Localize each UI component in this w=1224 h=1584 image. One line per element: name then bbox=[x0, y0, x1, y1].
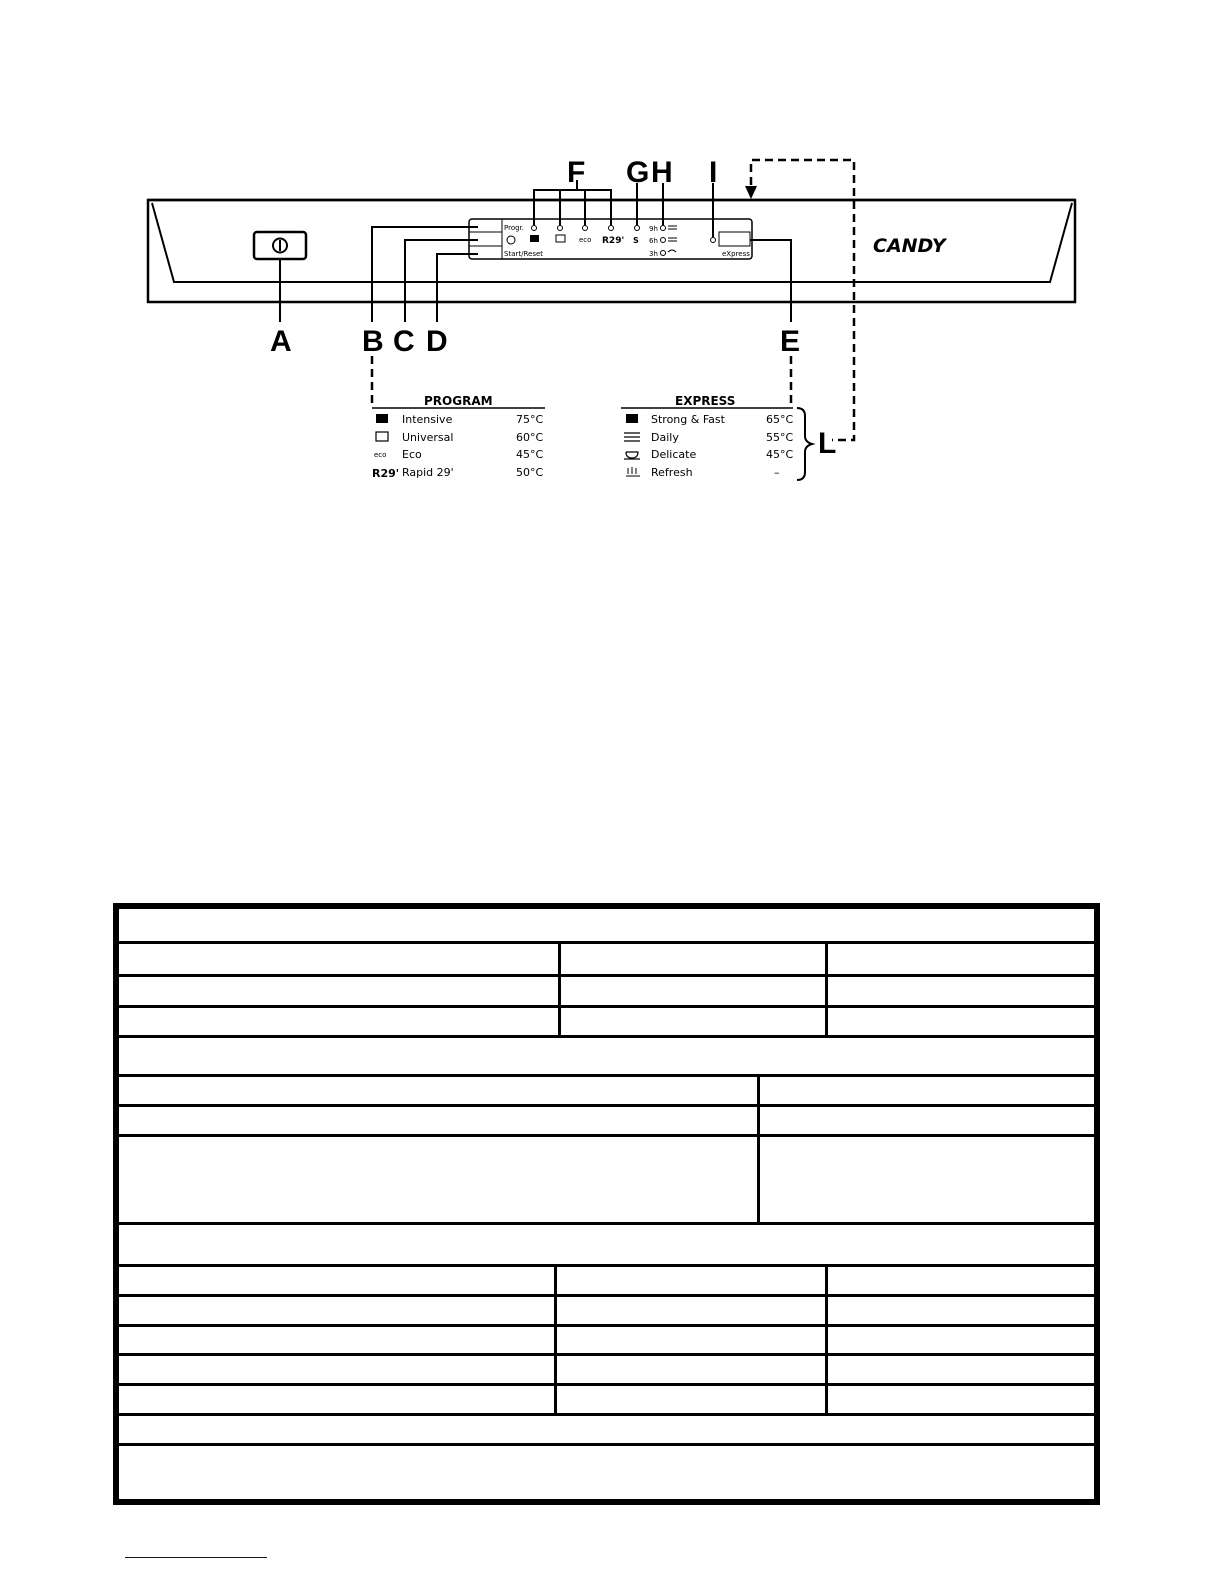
salt-icon: S bbox=[633, 236, 639, 245]
table-rule bbox=[119, 1005, 1094, 1008]
table-rule bbox=[825, 1264, 828, 1416]
pot-icon bbox=[376, 414, 388, 423]
express-label: eXpress bbox=[722, 250, 750, 258]
callout-l: L bbox=[818, 427, 837, 460]
callout-b: B bbox=[362, 325, 384, 358]
table-rule bbox=[119, 1413, 1094, 1416]
express-name: Delicate bbox=[651, 448, 697, 461]
cup-icon bbox=[624, 452, 640, 459]
rapid-icon: R29' bbox=[372, 467, 400, 480]
table-rule bbox=[119, 1264, 1094, 1267]
plates-icon bbox=[624, 433, 640, 441]
program-name: Universal bbox=[402, 431, 454, 444]
express-name: Strong & Fast bbox=[651, 413, 725, 426]
callout-e: E bbox=[780, 325, 801, 358]
program-temp: 75°C bbox=[516, 413, 544, 426]
rapid-icon: R29' bbox=[602, 236, 625, 246]
pot-icon bbox=[530, 235, 539, 242]
progr-label: Progr. bbox=[504, 224, 525, 232]
table-rule bbox=[825, 941, 828, 1038]
table-rule bbox=[119, 974, 1094, 977]
eco-icon: eco bbox=[374, 451, 387, 459]
table-rule bbox=[554, 1264, 557, 1416]
delay-6h-label: 6h bbox=[649, 237, 658, 245]
table-rule bbox=[119, 1134, 1094, 1137]
table-rule bbox=[119, 1353, 1094, 1356]
brand-logo: CANDY bbox=[873, 235, 946, 257]
callout-i: I bbox=[709, 156, 718, 189]
program-legend-header: PROGRAM bbox=[424, 394, 493, 408]
table-rule bbox=[757, 1074, 760, 1225]
callout-d: D bbox=[426, 325, 448, 358]
callout-f: F bbox=[567, 156, 586, 189]
table-rule bbox=[558, 941, 561, 1038]
table-rule bbox=[119, 1324, 1094, 1327]
footnote-rule bbox=[125, 1557, 267, 1558]
express-temp: 65°C bbox=[766, 413, 794, 426]
callout-h: H bbox=[651, 156, 673, 189]
empty-spec-table bbox=[113, 903, 1100, 1505]
refresh-icon bbox=[626, 467, 640, 476]
program-temp: 50°C bbox=[516, 466, 544, 479]
table-rule bbox=[119, 1443, 1094, 1446]
program-name: Eco bbox=[402, 448, 422, 461]
express-name: Refresh bbox=[651, 466, 693, 479]
program-name: Rapid 29' bbox=[402, 466, 454, 479]
pot-outline-icon bbox=[556, 235, 565, 242]
express-legend-header: EXPRESS bbox=[675, 394, 736, 408]
program-temp: 45°C bbox=[516, 448, 544, 461]
pan-icon bbox=[626, 414, 638, 423]
table-rule bbox=[119, 1383, 1094, 1386]
program-temp: 60°C bbox=[516, 431, 544, 444]
express-temp: 45°C bbox=[766, 448, 794, 461]
table-rule bbox=[119, 1294, 1094, 1297]
callout-c: C bbox=[393, 325, 415, 358]
express-temp: – bbox=[774, 466, 780, 479]
pot-outline-icon bbox=[376, 432, 388, 441]
table-rule bbox=[119, 1074, 1094, 1077]
program-name: Intensive bbox=[402, 413, 453, 426]
express-name: Daily bbox=[651, 431, 679, 444]
delay-3h-label: 3h bbox=[649, 250, 658, 258]
callout-g: G bbox=[626, 156, 650, 189]
table-rule bbox=[119, 941, 1094, 944]
table-rule bbox=[119, 1104, 1094, 1107]
delay-clock-icon bbox=[507, 236, 515, 244]
start-reset-label: Start/Reset bbox=[504, 250, 544, 258]
power-button bbox=[254, 232, 306, 259]
table-rule bbox=[119, 1222, 1094, 1225]
callout-a: A bbox=[270, 325, 292, 358]
table-rule bbox=[119, 1035, 1094, 1038]
delay-9h-label: 9h bbox=[649, 225, 658, 233]
eco-icon: eco bbox=[579, 236, 592, 244]
express-temp: 55°C bbox=[766, 431, 794, 444]
